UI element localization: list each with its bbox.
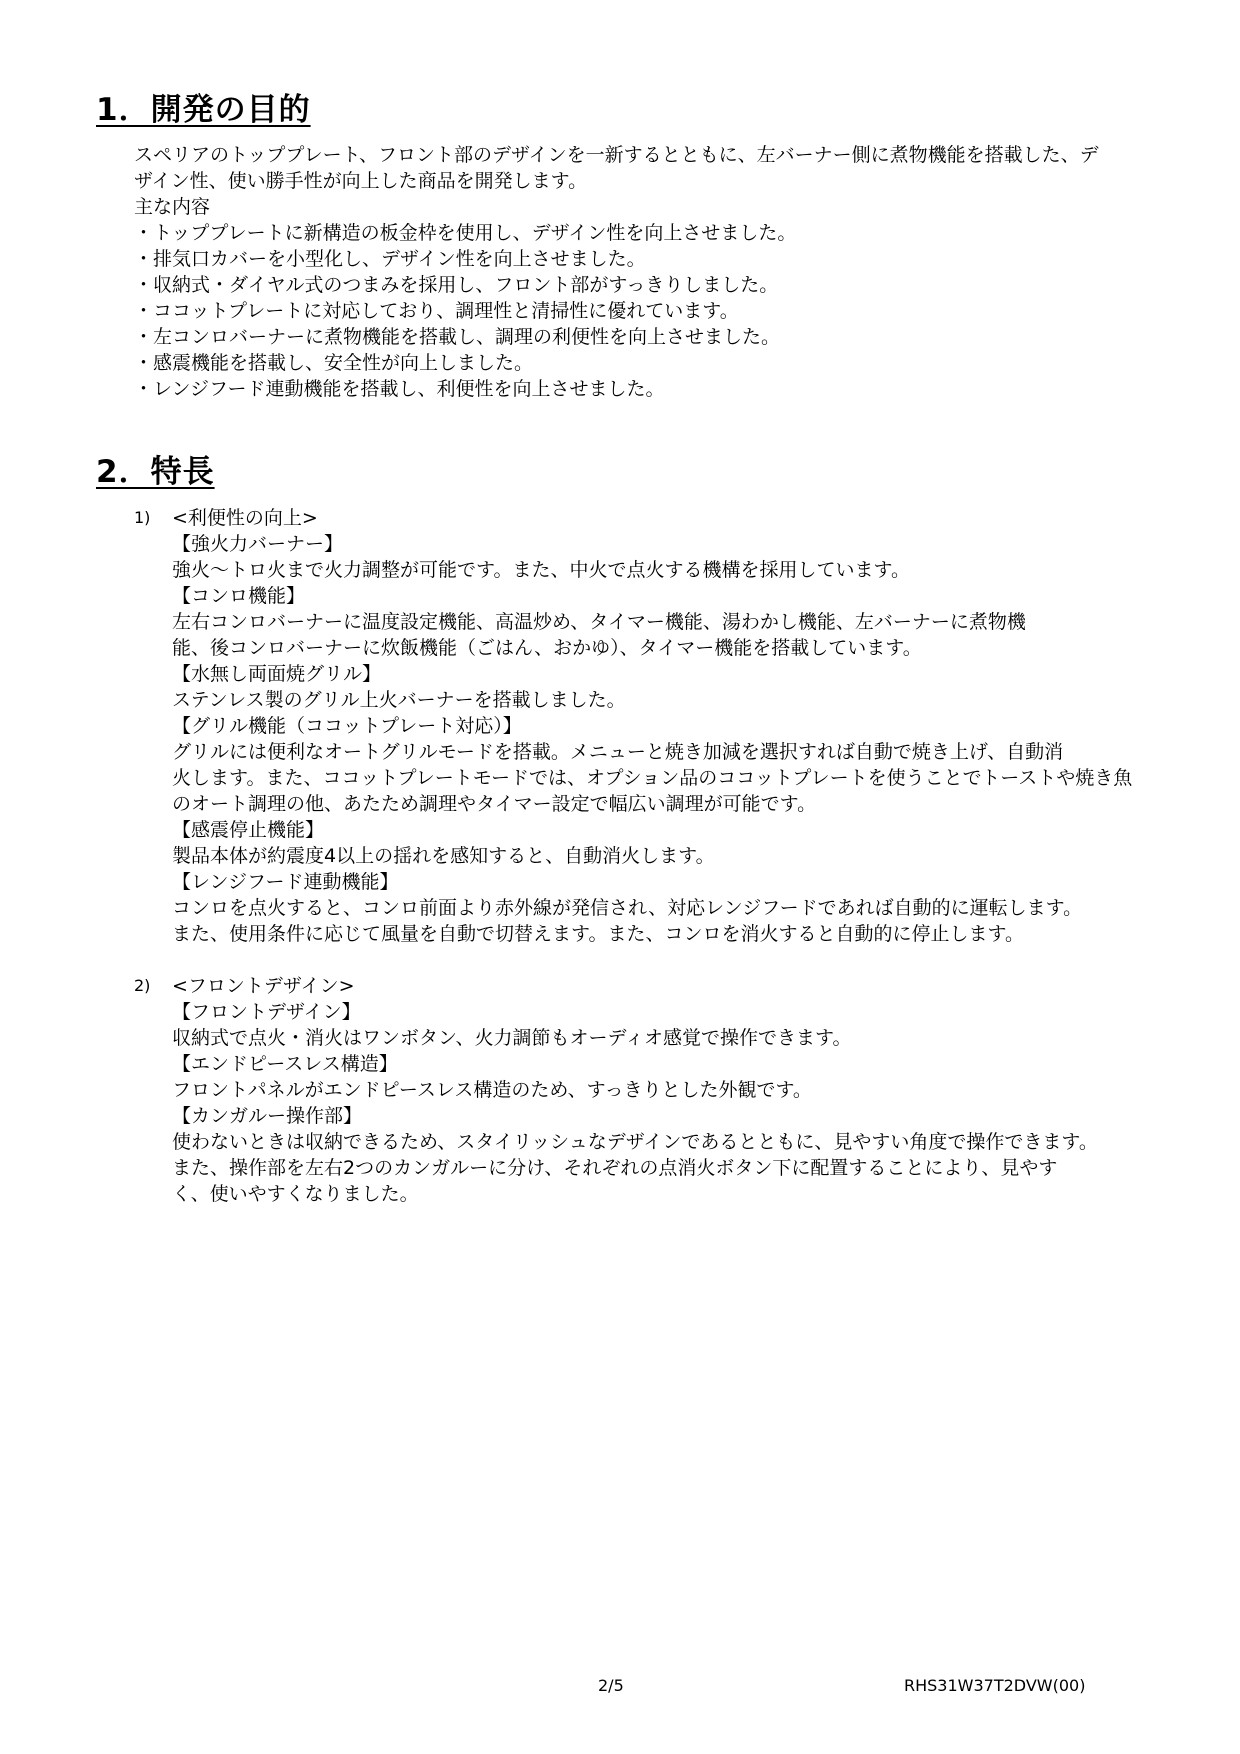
feature-text: フロントパネルがエンドピースレス構造のため、すっきりとした外観です。 — [172, 1079, 812, 1101]
feature-text: 使わないときは収納できるため、スタイリッシュなデザインであるとともに、見やすい角度で操作できます。 — [172, 1131, 1098, 1153]
feature-text: また、使用条件に応じて風量を自動で切替えます。また、コンロを消火すると自動的に停止します。 — [172, 923, 1024, 945]
feature-text: 能、後コンロバーナーに炊飯機能（ごはん、おかゆ）、タイマー機能を搭載しています。 — [172, 637, 922, 659]
feature-text: 収納式で点火・消火はワンボタン、火力調節もオーディオ感覚で操作できます。 — [172, 1027, 852, 1049]
feature-text: ステンレス製のグリル上火バーナーを搭載しました。 — [172, 689, 626, 711]
feature-text: グリルには便利なオートグリルモードを搭載。メニューと焼き加減を選択すれば自動で焼き上げ、自動消 — [172, 741, 1064, 763]
document-code: RHS31W37T2DVW(00) — [904, 1676, 1086, 1695]
section1-list-item: ・レンジフード連動機能を搭載し、利便性を向上させました。 — [134, 378, 665, 400]
subsection-number: 1) — [134, 508, 151, 527]
feature-title: 【レンジフード連動機能】 — [172, 871, 399, 893]
feature-title: 【コンロ機能】 — [172, 585, 306, 607]
feature-text: 左右コンロバーナーに温度設定機能、高温炒め、タイマー機能、湯わかし機能、左バーナーに煮物機 — [172, 611, 1026, 633]
section1-list-item: ・ココットプレートに対応しており、調理性と清掃性に優れています。 — [134, 300, 739, 322]
feature-title: 【感震停止機能】 — [172, 819, 325, 841]
feature-title: 【グリル機能（ココットプレート対応）】 — [172, 715, 522, 737]
section1-heading: 1．開発の目的 — [96, 92, 311, 128]
subsection-title: <利便性の向上> — [172, 507, 318, 529]
feature-text: コンロを点火すると、コンロ前面より赤外線が発信され、対応レンジフードであれば自動的に運転します。 — [172, 897, 1083, 919]
section1-list-item: ・排気口カバーを小型化し、デザイン性を向上させました。 — [134, 248, 646, 270]
section1-list-item: ・トッププレートに新構造の板金枠を使用し、デザイン性を向上させました。 — [134, 222, 797, 244]
feature-title: 【フロントデザイン】 — [172, 1001, 361, 1023]
section1-intro-line: スペリアのトッププレート、フロント部のデザインを一新するとともに、左バーナー側に煮物機能を搭載した、デ — [134, 144, 1099, 166]
section1-list-item: ・左コンロバーナーに煮物機能を搭載し、調理の利便性を向上させました。 — [134, 326, 781, 348]
subsection-title: <フロントデザイン> — [172, 975, 355, 997]
feature-text: く、使いやすくなりました。 — [172, 1183, 419, 1205]
section2-heading: 2．特長 — [96, 454, 215, 490]
section1-list-title: 主な内容 — [134, 196, 211, 218]
feature-text: のオート調理の他、あたため調理やタイマー設定で幅広い調理が可能です。 — [172, 793, 817, 815]
feature-title: 【エンドピースレス構造】 — [172, 1053, 398, 1075]
section1-list-item: ・収納式・ダイヤル式のつまみを採用し、フロント部がすっきりしました。 — [134, 274, 779, 296]
feature-title: 【水無し両面焼グリル】 — [172, 663, 382, 685]
feature-title: 【強火力バーナー】 — [172, 533, 344, 555]
feature-text: 強火～トロ火まで火力調整が可能です。また、中火で点火する機構を採用しています。 — [172, 559, 910, 581]
feature-text: 製品本体が約震度4以上の揺れを感知すると、自動消火します。 — [172, 845, 715, 867]
page-number: 2/5 — [598, 1676, 624, 1695]
feature-text: また、操作部を左右2つのカンガルーに分け、それぞれの点消火ボタン下に配置することにより、見やす — [172, 1157, 1058, 1179]
subsection-number: 2) — [134, 976, 151, 995]
section1-intro-line: ザイン性、使い勝手性が向上した商品を開発します。 — [134, 170, 588, 192]
section1-list-item: ・感震機能を搭載し、安全性が向上しました。 — [134, 352, 534, 374]
feature-text: 火します。また、ココットプレートモードでは、オプション品のココットプレートを使うことでトーストや焼き魚 — [172, 767, 1133, 789]
feature-title: 【カンガルー操作部】 — [172, 1105, 363, 1127]
